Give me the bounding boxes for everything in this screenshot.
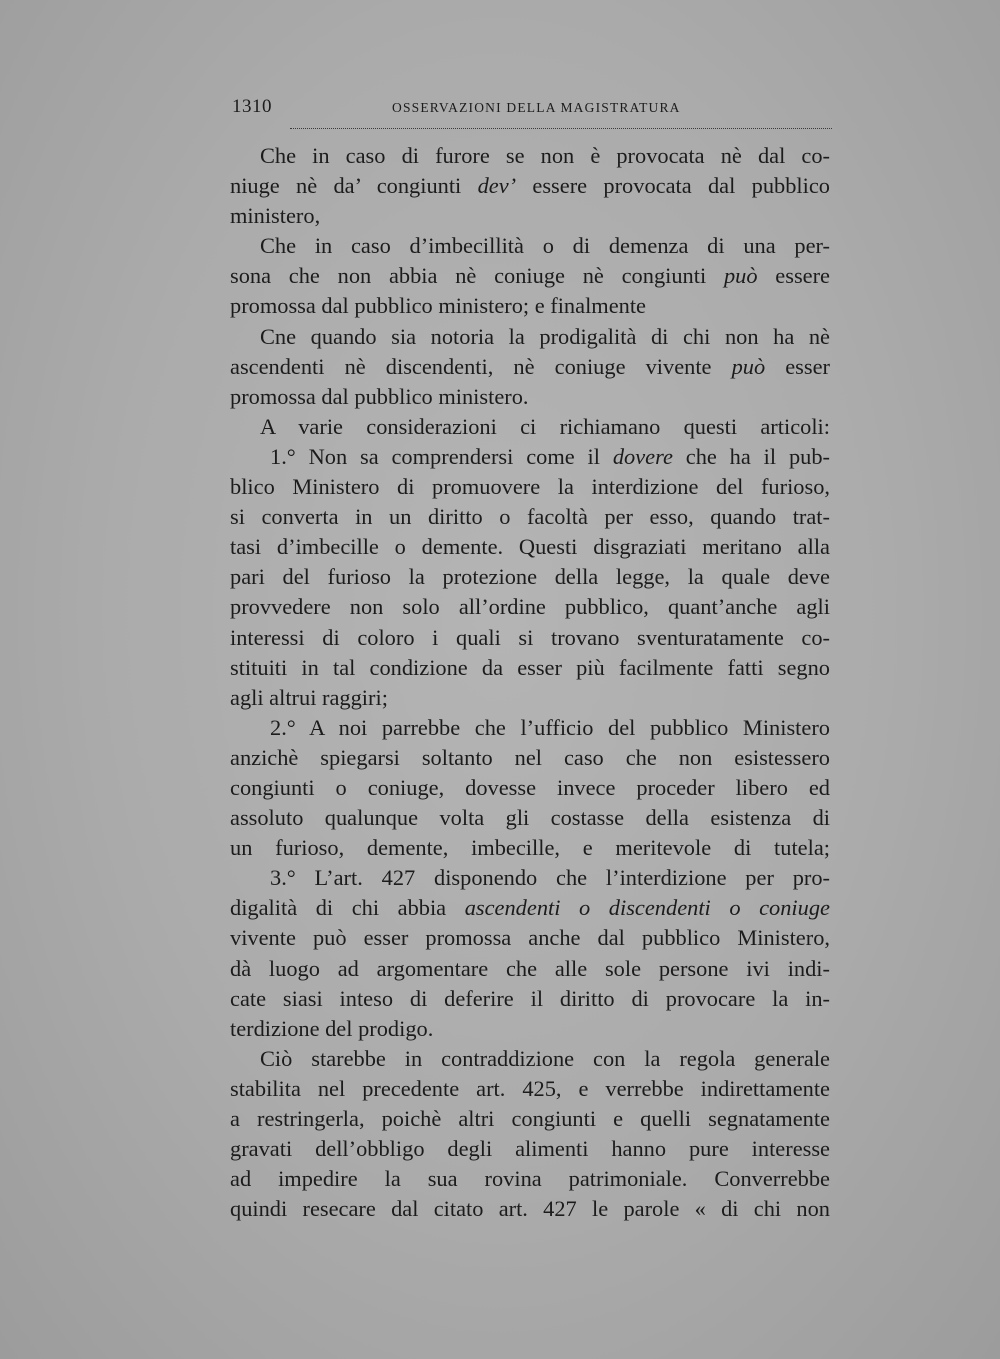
- text-line: cate siasi inteso di deferire il diritto di provocare la in-: [230, 985, 830, 1011]
- text-line: pari del furioso la protezione della legge, la quale deve: [230, 564, 830, 590]
- text-line: promossa dal pubblico ministero.: [230, 383, 529, 409]
- text-line: dà luogo ad argomentare che alle sole persone ivi indi-: [230, 955, 830, 981]
- text-line: anzichè spiegarsi soltanto nel caso che non esistessero: [230, 744, 830, 770]
- text-line: congiunti o coniuge, dovesse invece proceder libero ed: [230, 774, 830, 800]
- text-line: tasi d’imbecille o demente. Questi disgraziati meritano alla: [230, 534, 830, 560]
- text-line: Cne quando sia notoria la prodigalità di chi non ha nè: [260, 323, 830, 349]
- header-rule: [290, 128, 832, 129]
- text-line: Che in caso d’imbecillità o di demenza di una per-: [260, 233, 830, 259]
- running-head: [232, 96, 832, 122]
- text-line: stabilita nel precedente art. 425, e verrebbe indirettamente: [230, 1075, 830, 1101]
- text-line: gravati dell’obbligo degli alimenti hanno pure interesse: [230, 1136, 830, 1162]
- text-line: provvedere non solo all’ordine pubblico, quant’anche agli: [230, 594, 830, 620]
- text-line: blico Ministero di promuovere la interdizione del furioso,: [230, 474, 830, 500]
- text-line: sona che non abbia nè coniuge nè congiunti può essere: [230, 263, 830, 289]
- text-line: un furioso, demente, imbecille, e meritevole di tutela;: [230, 835, 830, 861]
- running-title: OSSERVAZIONI DELLA MAGISTRATURA: [392, 100, 681, 115]
- text-line: agli altrui raggiri;: [230, 684, 388, 710]
- text-line: vivente può esser promossa anche dal pubblico Ministero,: [230, 925, 830, 951]
- text-line: niuge nè da’ congiunti dev’ essere provocata dal pubblico: [230, 173, 830, 199]
- text-line: 2.° A noi parrebbe che l’ufficio del pubblico Ministero: [270, 714, 830, 740]
- text-line: ascendenti nè discendenti, nè coniuge vivente può esser: [230, 353, 831, 379]
- text-line: Che in caso di furore se non è provocata nè dal co-: [260, 143, 830, 168]
- text-line: assoluto qualunque volta gli costasse della esistenza di: [230, 805, 830, 831]
- text-line: 1.° Non sa comprendersi come il dovere che ha il pub-: [270, 443, 830, 469]
- text-line: promossa dal pubblico ministero; e finalmente: [230, 293, 646, 319]
- page-number: 1310: [232, 96, 272, 117]
- text-line: quindi resecare dal citato art. 427 le parole « di chi non: [230, 1196, 830, 1222]
- text-line: si converta in un diritto o facoltà per esso, quando trat-: [230, 504, 830, 530]
- text-line: digalità di chi abbia ascendenti o discendenti o coniuge: [230, 895, 830, 921]
- text-line: terdizione del prodigo.: [230, 1015, 434, 1041]
- text-line: Ciò starebbe in contraddizione con la regola generale: [260, 1045, 830, 1071]
- text-line: interessi di coloro i quali si trovano sventuratamente co-: [230, 624, 830, 650]
- text-line: A varie considerazioni ci richiamano questi articoli:: [260, 413, 830, 439]
- text-line: ministero,: [230, 203, 321, 229]
- text-line: ad impedire la sua rovina patrimoniale. Converrebbe: [230, 1166, 830, 1192]
- text-line: stituiti in tal condizione da esser più facilmente fatti segno: [230, 654, 830, 680]
- body-text: [230, 141, 830, 1224]
- text-line: 3.° L’art. 427 disponendo che l’interdizione per pro-: [270, 865, 830, 891]
- text-line: a restringerla, poichè altri congiunti e quelli segnatamente: [230, 1106, 830, 1131]
